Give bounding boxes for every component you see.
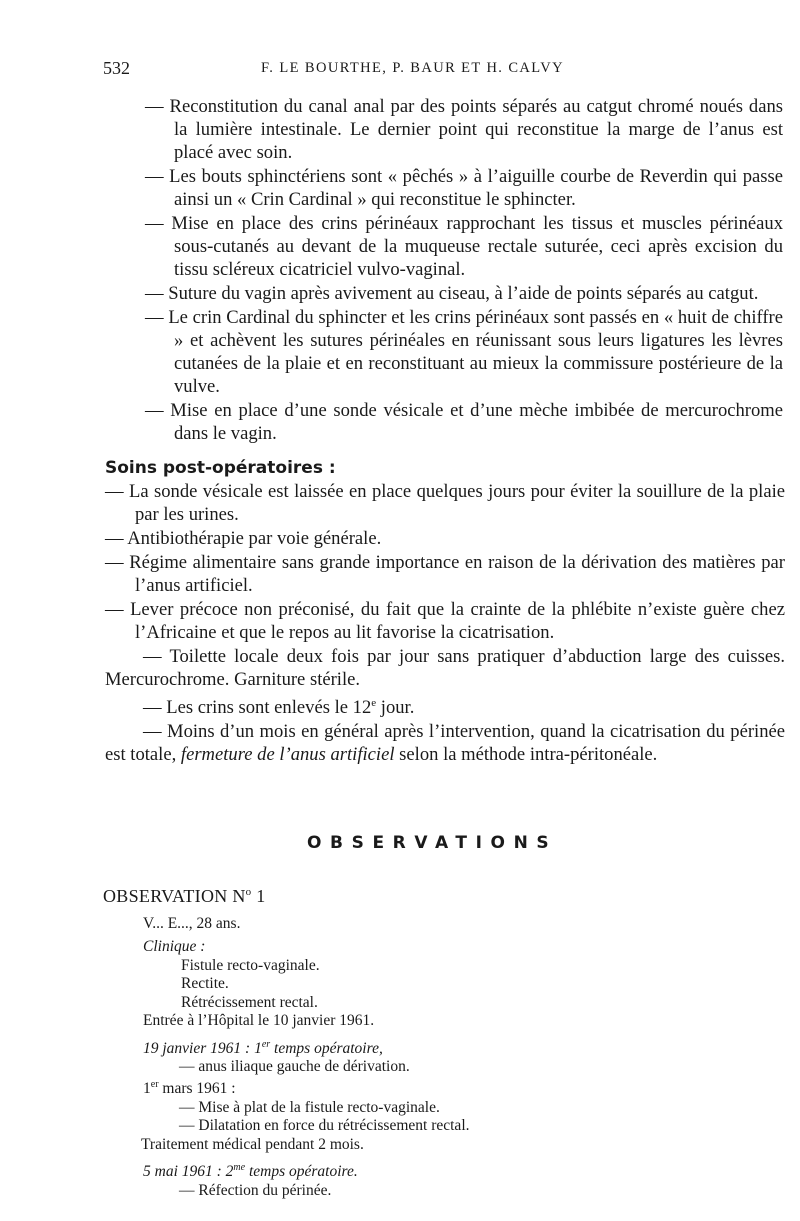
care-superscript: e [371, 697, 377, 709]
observation-value: 1 [251, 886, 266, 906]
care-item: — Antibiothérapie par voie générale. [105, 528, 382, 549]
temps2-item: — Réfection du périnée. [179, 1181, 332, 1199]
page-header [103, 58, 783, 82]
procedure-step: — Mise en place d’une sonde vésicale et d’une mèche imbibée de mercurochrome dans le vagin. [145, 400, 783, 444]
temps1-sup: er [261, 1038, 271, 1050]
temps2-date: 5 mai 1961 : 2 [143, 1163, 234, 1181]
clinique-item: Rectite. [181, 975, 229, 993]
clinique-item: Fistule recto-vaginale. [181, 956, 320, 974]
care-item: — La sonde vésicale est laissée en place quelques jours pour éviter la souillure de la plaie par les urines. [105, 481, 785, 525]
mars-prefix: 1 [143, 1080, 151, 1098]
section-title-soins: Soins post-opératoires : [105, 458, 336, 478]
care-item: — Lever précoce non préconisé, du fait que la crainte de la phlébite n’existe guère chez l’Africaine et que le repos au lit favorise la cicatrisation. [105, 599, 785, 643]
clinique-label-text: Clinique : [143, 938, 206, 956]
procedure-step: — Mise en place des crins périnéaux rapprochant les tissus et muscles périnéaux sous-cutanés au devant de la muqueuse rectale suturée, ceci après excision du tissu scléreux cicatriciel vulvo-vaginal. [145, 213, 783, 280]
procedure-step: — Les bouts sphinctériens sont « pêchés » à l’aiguille courbe de Reverdin qui passe ainsi un « Crin Cardinal » qui reconstitue le sphincter. [145, 166, 783, 210]
temps1-line [143, 1035, 703, 1058]
temps1-item: — anus iliaque gauche de dérivation. [179, 1058, 410, 1075]
care-text: — Moins d’un mois en général après l’intervention, quand la cicatrisation du périnée est totale, [105, 721, 785, 766]
observation-case [143, 915, 703, 1200]
care-item: — Régime alimentaire sans grande importance en raison de la dérivation des matières par l’anus artificiel. [105, 552, 785, 596]
temps2-label: temps opératoire. [245, 1163, 358, 1181]
care-text: jour. [376, 697, 415, 719]
post-op-care [105, 480, 785, 767]
procedure-step: — Reconstitution du canal anal par des points séparés au catgut chromé noués dans la lumière intestinale. Le dernier point qui reconstitue la marge de l’anus est placé avec soin. [145, 96, 783, 163]
procedure-step: — Le crin Cardinal du sphincter et les crins périnéaux sont passés en « huit de chiffre » et achèvent les sutures périnéales en réunissant sous leurs ligatures les lèvres cutanées de la plaie et en reconstituant au mieux la commissure postérieure de la vulve. [145, 307, 783, 397]
mars-suffix: mars 1961 : [158, 1080, 236, 1098]
observations-heading: OBSERVATIONS [307, 833, 558, 853]
mars-sup: er [150, 1079, 159, 1091]
care-text: selon la méthode intra-péritonéale. [394, 744, 658, 766]
temps1-date: 19 janvier 1961 : 1 [143, 1039, 262, 1057]
temps2-sup: me [233, 1162, 246, 1174]
mars-line [143, 1076, 703, 1099]
mars-item: — Dilatation en force du rétrécissement rectal. [179, 1117, 470, 1135]
observation-sup: o [245, 886, 252, 898]
procedure-step: — Suture du vagin après avivement au ciseau, à l’aide de points séparés au catgut. [145, 283, 759, 304]
observation-number [103, 886, 266, 907]
observation-label: OBSERVATION N [103, 886, 246, 906]
clinique-item: Rétrécissement rectal. [181, 993, 318, 1011]
care-paragraph [105, 720, 785, 766]
temps2-line [143, 1159, 703, 1182]
temps1-label: temps opératoire, [270, 1039, 383, 1057]
mars-item: — Mise à plat de la fistule recto-vaginale. [179, 1098, 440, 1116]
procedure-steps [145, 95, 783, 446]
care-paragraph: — Toilette locale deux fois par jour sans pratiquer d’abduction large des cuisses. Mercurochrome. Garniture stérile. [105, 646, 785, 690]
clinique-label [143, 938, 703, 956]
patient-line: V... E..., 28 ans. [143, 915, 241, 932]
running-title: F. LE BOURTHE, P. BAUR ET H. CALVY [261, 60, 564, 76]
page-number: 532 [103, 58, 130, 78]
entree-line: Entrée à l’Hôpital le 10 janvier 1961. [143, 1012, 375, 1030]
care-italic: fermeture de l’anus artificiel [180, 744, 395, 766]
traitement-line: Traitement médical pendant 2 mois. [141, 1135, 364, 1153]
care-paragraph [105, 692, 785, 719]
care-text: — Les crins sont enlevés le 12 [143, 697, 372, 719]
